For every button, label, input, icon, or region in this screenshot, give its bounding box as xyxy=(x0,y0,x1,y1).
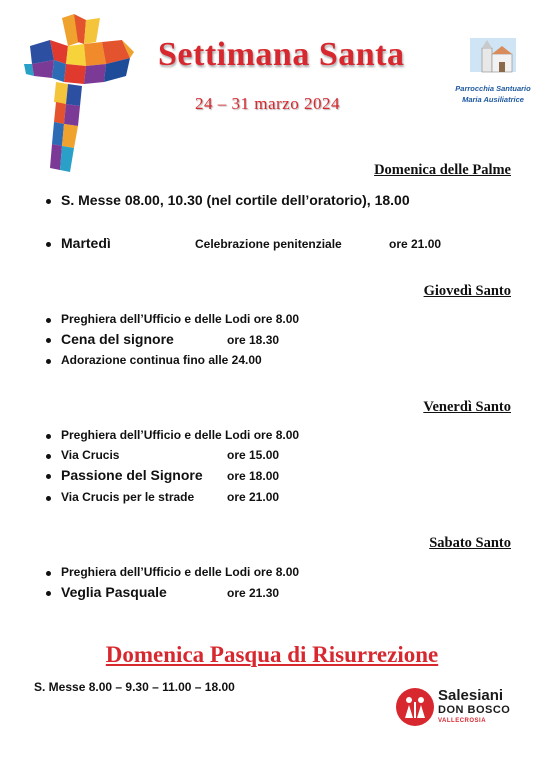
list-item: S. Messe 08.00, 10.30 (nel cortile dell’oratorio), 18.00 xyxy=(52,192,410,208)
bullet-icon xyxy=(46,496,51,501)
heading-giovedi-santo: Giovedì Santo xyxy=(423,283,511,299)
parish-name-line2: Maria Ausiliatrice xyxy=(462,95,524,104)
list-item: Adorazione continua fino alle 24.00 xyxy=(52,353,262,367)
list-item: Preghiera dell’Ufficio e delle Lodi ore 8.00 xyxy=(52,565,299,579)
item-time: ore 18.30 xyxy=(227,333,280,347)
list-item: Veglia Pasquale xyxy=(52,584,167,600)
page-title: Settimana Santa xyxy=(158,36,405,73)
bullet-icon xyxy=(46,454,51,459)
salesiani-logo xyxy=(396,688,536,732)
list-item: Via Crucis per le strade xyxy=(52,490,194,504)
parish-name-line1: Parrocchia Santuario xyxy=(455,84,531,93)
pasqua-messe: S. Messe 8.00 – 9.30 – 11.00 – 18.00 xyxy=(34,680,235,694)
bullet-icon xyxy=(46,474,51,479)
bullet-icon xyxy=(46,591,51,596)
heading-pasqua: Domenica Pasqua di Risurrezione xyxy=(105,642,439,667)
martedi-event: Celebrazione penitenziale xyxy=(195,237,342,251)
logo-name: Salesiani xyxy=(438,687,504,704)
list-item: Passione del Signore xyxy=(52,467,203,483)
list-item: Via Crucis xyxy=(52,448,119,462)
logo-sub: DON BOSCO xyxy=(438,704,511,716)
date-range: 24 – 31 marzo 2024 xyxy=(195,94,340,113)
list-item: Cena del signore xyxy=(52,331,174,347)
bullet-icon xyxy=(46,434,51,439)
logo-city: VALLECROSIA xyxy=(438,718,487,724)
heading-sabato-santo: Sabato Santo xyxy=(429,535,511,551)
heading-venerdi-santo: Venerdì Santo xyxy=(423,399,511,415)
parish-logo xyxy=(454,36,532,104)
bullet-icon xyxy=(46,242,51,247)
item-time: ore 21.00 xyxy=(227,490,280,504)
salesiani-emblem-icon xyxy=(396,688,434,726)
list-item: Preghiera dell’Ufficio e delle Lodi ore 8.00 xyxy=(52,312,299,326)
item-time: ore 21.30 xyxy=(227,586,280,600)
martedi-time: ore 21.00 xyxy=(389,237,442,251)
cross-artwork-icon xyxy=(22,12,140,174)
item-time: ore 18.00 xyxy=(227,469,280,483)
heading-domenica-palme: Domenica delle Palme xyxy=(374,162,511,178)
list-item: Martedì xyxy=(52,235,111,251)
bullet-icon xyxy=(46,359,51,364)
bullet-icon xyxy=(46,571,51,576)
church-icon xyxy=(468,36,518,82)
list-item: Preghiera dell’Ufficio e delle Lodi ore 8.00 xyxy=(52,428,299,442)
bullet-icon xyxy=(46,338,51,343)
item-time: ore 15.00 xyxy=(227,448,280,462)
bullet-icon xyxy=(46,199,51,204)
bullet-icon xyxy=(46,318,51,323)
